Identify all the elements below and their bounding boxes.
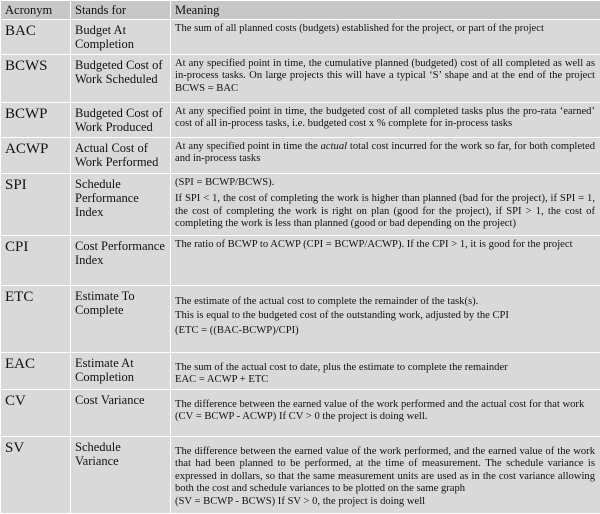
table-row bbox=[1, 138, 600, 174]
meaning-cell bbox=[171, 390, 600, 437]
table-row bbox=[1, 286, 600, 353]
acronym-cell: ACWP bbox=[1, 138, 71, 174]
acronym-cell: BAC bbox=[1, 20, 71, 55]
meaning-text: If SPI < 1, the cost of completing the work is higher than planned (bad for the project), if SPI = 1, the cost of completing the work is right on plan (good for the project), if SPI > 1, the cost of completing the work is less than planned (good or bad depending on the project) bbox=[175, 193, 595, 230]
meaning-text: The sum of all planned costs (budgets) established for the project, or part of the project bbox=[175, 23, 595, 35]
meaning-text: The sum of the actual cost to date, plus the estimate to complete the remainder bbox=[175, 362, 595, 374]
meaning-text: The difference between the earned value of the work performed, and the earned value of the work that had been planned to be performed, at the time of measurement. The schedule variance is expressed in dollars, so that the same measurement units are used as in the cost variance allowing both the cost and schedule variances to be plotted on the same graph bbox=[175, 446, 595, 496]
meaning-cell bbox=[171, 174, 600, 236]
acronym-cell: ETC bbox=[1, 286, 71, 353]
meaning-text-pre: At any specified point in time the bbox=[175, 141, 321, 152]
table-row bbox=[1, 55, 600, 103]
stands-for-cell: Estimate To Complete bbox=[71, 286, 171, 353]
table-row bbox=[1, 437, 600, 514]
header-acronym: Acronym bbox=[1, 1, 71, 20]
header-row bbox=[1, 1, 600, 20]
header-meaning: Meaning bbox=[171, 1, 600, 20]
meaning-text: (SV = BCWP - BCWS) If SV > 0, the project is doing well bbox=[175, 496, 595, 508]
stands-for-cell: Actual Cost of Work Performed bbox=[71, 138, 171, 174]
meaning-cell bbox=[171, 286, 600, 353]
meaning-cell bbox=[171, 353, 600, 390]
stands-for-cell: Budgeted Cost of Work Produced bbox=[71, 103, 171, 138]
meaning-text: This is equal to the budgeted cost of the outstanding work, adjusted by the CPI bbox=[175, 310, 595, 322]
meaning-text: The difference between the earned value of the work performed and the actual cost for that work bbox=[175, 399, 595, 411]
meaning-text: (SPI = BCWP/BCWS). bbox=[175, 177, 595, 189]
stands-for-cell: Schedule Variance bbox=[71, 437, 171, 514]
meaning-text: At any specified point in time, the cumulative planned (budgeted) cost of all completed as well as in-process tasks. On large projects this will have a typical ‘S’ shape and at the end of the project BCWS = BAC bbox=[175, 58, 595, 95]
acronym-cell: BCWP bbox=[1, 103, 71, 138]
stands-for-cell: Cost Performance Index bbox=[71, 236, 171, 286]
meaning-text: (CV = BCWP - ACWP) If CV > 0 the project is doing well. bbox=[175, 411, 595, 423]
meaning-text-post: total cost incurred for the work so far, for both completed and in-process tasks bbox=[175, 141, 595, 164]
meaning-cell bbox=[171, 103, 600, 138]
header-stands-for: Stands for bbox=[71, 1, 171, 20]
meaning-text: (ETC = ((BAC-BCWP)/CPI) bbox=[175, 325, 595, 337]
acronym-cell: CV bbox=[1, 390, 71, 437]
stands-for-cell: Budgeted Cost of Work Scheduled bbox=[71, 55, 171, 103]
meaning-cell bbox=[171, 55, 600, 103]
meaning-cell bbox=[171, 236, 600, 286]
table-row bbox=[1, 390, 600, 437]
meaning-text: At any specified point in time, the budgeted cost of all completed tasks plus the pro-rata ‘earned’ cost of all in-process tasks, i.e. budgeted cost x % complete for in-process tasks bbox=[175, 106, 595, 131]
table-row bbox=[1, 236, 600, 286]
stands-for-cell: Estimate At Completion bbox=[71, 353, 171, 390]
table-row bbox=[1, 103, 600, 138]
stands-for-cell: Budget At Completion bbox=[71, 20, 171, 55]
meaning-cell bbox=[171, 138, 600, 174]
meaning-text: EAC = ACWP + ETC bbox=[175, 374, 595, 386]
acronym-cell: SV bbox=[1, 437, 71, 514]
stands-for-cell: Cost Variance bbox=[71, 390, 171, 437]
meaning-cell bbox=[171, 437, 600, 514]
acronym-cell: CPI bbox=[1, 236, 71, 286]
meaning-text: The ratio of BCWP to ACWP (CPI = BCWP/ACWP). If the CPI > 1, it is good for the project bbox=[175, 239, 595, 251]
meaning-text: The estimate of the actual cost to complete the remainder of the task(s). bbox=[175, 296, 595, 308]
table-row bbox=[1, 20, 600, 55]
table-row bbox=[1, 174, 600, 236]
meaning-cell bbox=[171, 20, 600, 55]
acronym-cell: SPI bbox=[1, 174, 71, 236]
meaning-text bbox=[175, 141, 595, 166]
acronym-cell: BCWS bbox=[1, 55, 71, 103]
table-row bbox=[1, 353, 600, 390]
stands-for-cell: Schedule Performance Index bbox=[71, 174, 171, 236]
meaning-text-emphasis: actual bbox=[321, 141, 347, 152]
acronym-cell: EAC bbox=[1, 353, 71, 390]
